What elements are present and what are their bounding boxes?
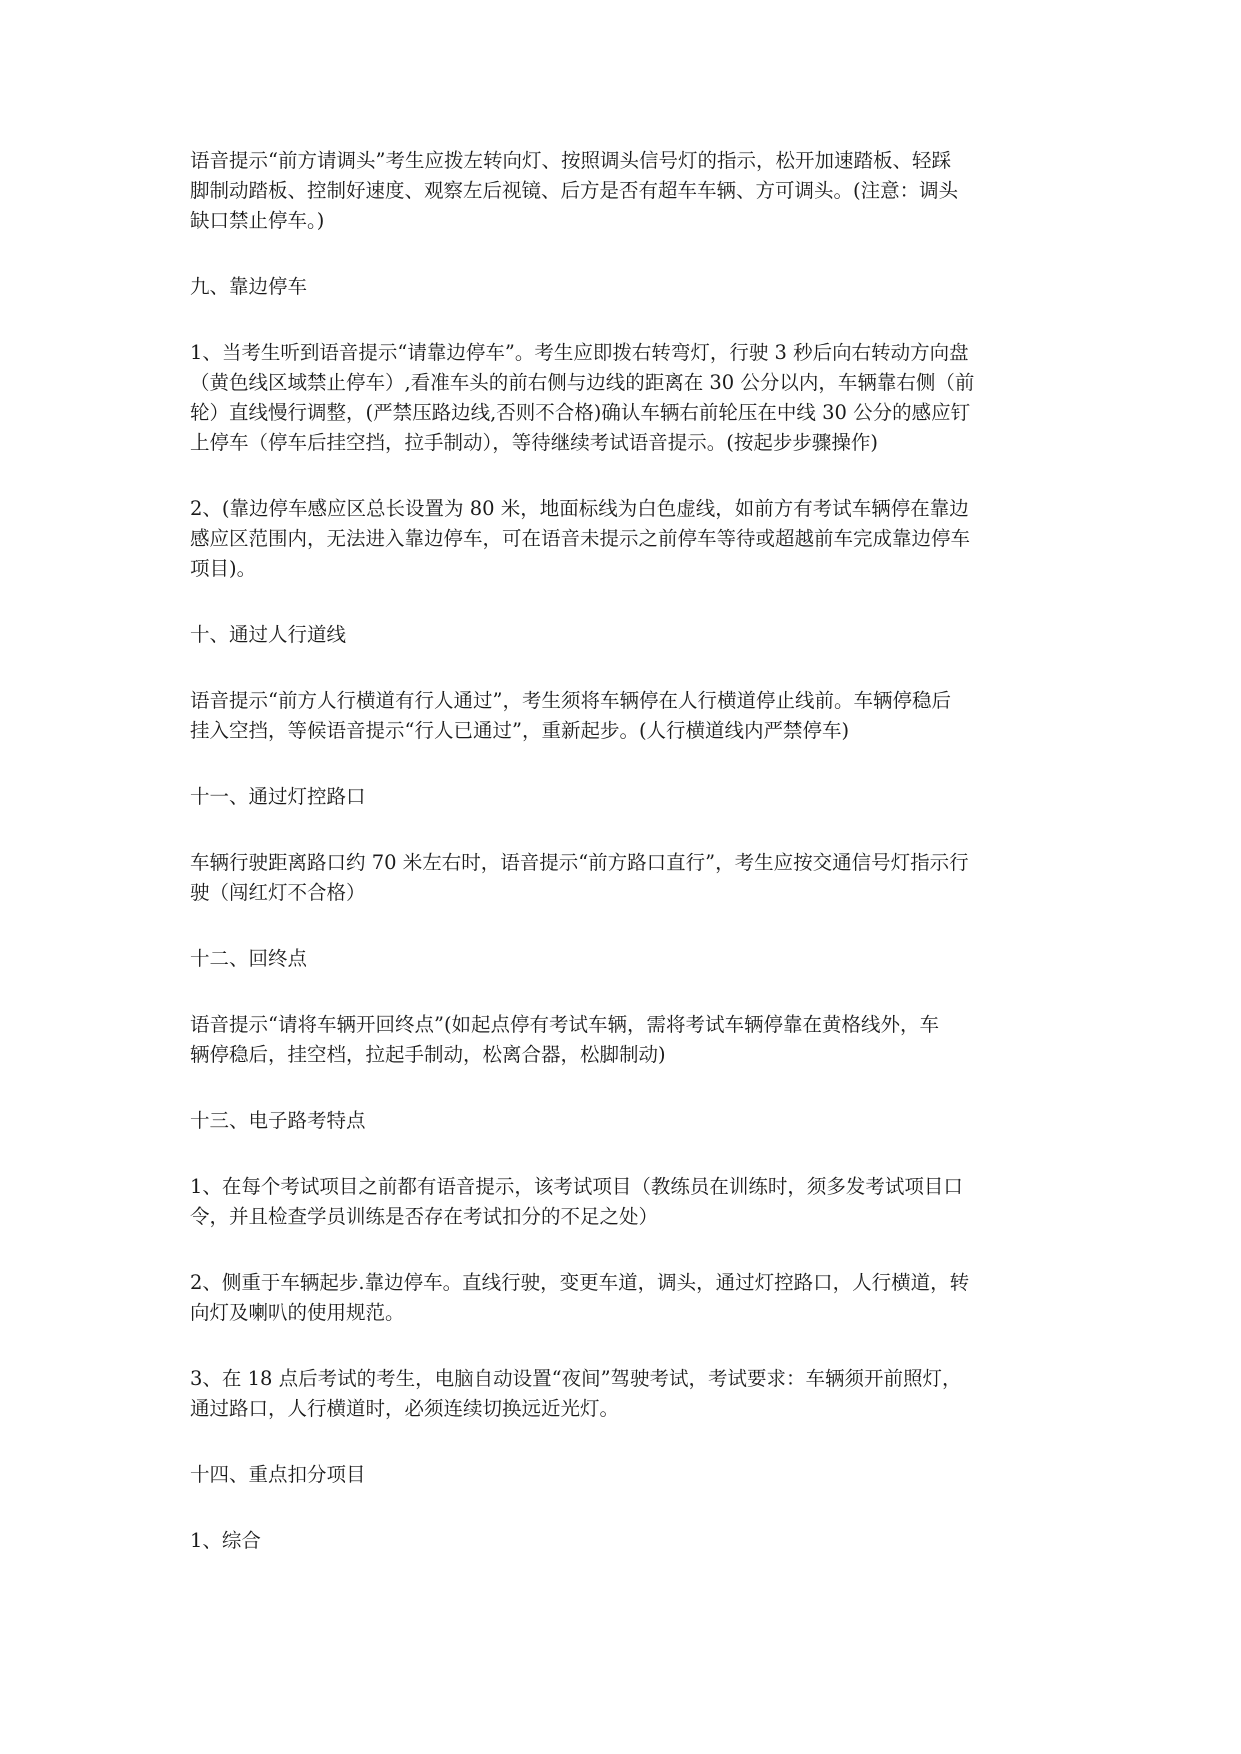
paragraph-spacer [190, 1070, 1056, 1106]
section-heading [190, 272, 1056, 302]
section-heading [190, 944, 1056, 974]
text-line: 轮）直线慢行调整，(严禁压路边线,否则不合格)确认车辆右前轮压在中线 30 公分的感应钉 [190, 401, 971, 424]
text-line: 项目)。 [190, 557, 257, 580]
text-line: 缺口禁止停车。) [190, 209, 325, 232]
text-line: 十二、回终点 [190, 947, 308, 970]
text-line: 3、在 18 点后考试的考生，电脑自动设置“夜间”驾驶考试，考试要求：车辆须开前照灯， [190, 1367, 962, 1390]
text-line: 语音提示“前方人行横道有行人通过”，考生须将车辆停在人行横道停止线前。车辆停稳后 [190, 689, 951, 712]
body-paragraph [190, 494, 1056, 584]
text-line: 1、综合 [190, 1529, 261, 1552]
text-line: 语音提示“请将车辆开回终点”(如起点停有考试车辆，需将考试车辆停靠在黄格线外，车 [190, 1013, 940, 1036]
paragraph-spacer [190, 1490, 1056, 1526]
text-line: 2、(靠边停车感应区总长设置为 80 米，地面标线为白色虚线，如前方有考试车辆停在靠边 [190, 497, 969, 520]
text-line: （黄色线区域禁止停车）,看准车头的前右侧与边线的距离在 30 公分以内，车辆靠右侧（前 [190, 371, 975, 394]
paragraph-spacer [190, 1424, 1056, 1460]
body-paragraph [190, 1268, 1056, 1328]
body-paragraph [190, 1172, 1056, 1232]
text-line: 向灯及喇叭的使用规范。 [190, 1301, 405, 1324]
paragraph-spacer [190, 650, 1056, 686]
paragraph-spacer [190, 908, 1056, 944]
text-line: 十、通过人行道线 [190, 623, 347, 646]
text-line: 2、侧重于车辆起步.靠边停车。直线行驶，变更车道，调头，通过灯控路口，人行横道，转 [190, 1271, 970, 1294]
text-line: 令，并且检查学员训练是否存在考试扣分的不足之处） [190, 1205, 659, 1228]
text-line: 上停车（停车后挂空挡，拉手制动），等待继续考试语音提示。(按起步步骤操作) [190, 431, 878, 454]
text-line: 1、当考生听到语音提示“请靠边停车”。考生应即拨右转弯灯，行驶 3 秒后向右转动方向盘 [190, 341, 969, 364]
document-body [190, 146, 1056, 1556]
body-paragraph [190, 1010, 1056, 1070]
text-line: 脚制动踏板、控制好速度、观察左后视镜、后方是否有超车车辆、方可调头。(注意：调头 [190, 179, 959, 202]
text-line: 驶（闯红灯不合格） [190, 881, 366, 904]
text-line: 挂入空挡，等候语音提示“行人已通过”，重新起步。(人行横道线内严禁停车) [190, 719, 850, 742]
body-paragraph [190, 1364, 1056, 1424]
paragraph-spacer [190, 812, 1056, 848]
body-paragraph [190, 686, 1056, 746]
text-line: 十一、通过灯控路口 [190, 785, 366, 808]
paragraph-spacer [190, 236, 1056, 272]
paragraph-spacer [190, 1136, 1056, 1172]
text-line: 感应区范围内，无法进入靠边停车，可在语音未提示之前停车等待或超越前车完成靠边停车 [190, 527, 971, 550]
section-heading [190, 620, 1056, 650]
paragraph-spacer [190, 974, 1056, 1010]
text-line: 九、靠边停车 [190, 275, 308, 298]
text-line: 十三、电子路考特点 [190, 1109, 366, 1132]
body-paragraph [190, 848, 1056, 908]
section-heading [190, 1460, 1056, 1490]
section-heading [190, 1106, 1056, 1136]
paragraph-spacer [190, 458, 1056, 494]
body-paragraph [190, 146, 1056, 236]
body-paragraph [190, 338, 1056, 458]
text-line: 1、在每个考试项目之前都有语音提示，该考试项目（教练员在训练时，须多发考试项目口 [190, 1175, 963, 1198]
paragraph-spacer [190, 584, 1056, 620]
paragraph-spacer [190, 1328, 1056, 1364]
section-heading [190, 782, 1056, 812]
paragraph-spacer [190, 746, 1056, 782]
text-line: 车辆行驶距离路口约 70 米左右时，语音提示“前方路口直行”，考生应按交通信号灯指示行 [190, 851, 969, 874]
text-line: 辆停稳后，挂空档，拉起手制动，松离合器，松脚制动) [190, 1043, 666, 1066]
paragraph-spacer [190, 1232, 1056, 1268]
section-heading [190, 1526, 1056, 1556]
paragraph-spacer [190, 302, 1056, 338]
text-line: 通过路口，人行横道时，必须连续切换远近光灯。 [190, 1397, 620, 1420]
text-line: 十四、重点扣分项目 [190, 1463, 366, 1486]
text-line: 语音提示“前方请调头”考生应拨左转向灯、按照调头信号灯的指示，松开加速踏板、轻踩 [190, 149, 951, 172]
